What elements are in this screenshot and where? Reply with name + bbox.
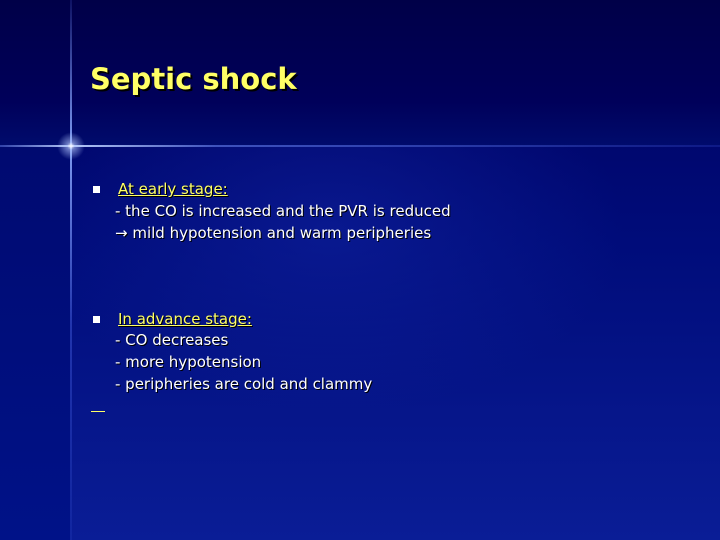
section-heading-advance-stage: In advance stage: xyxy=(118,310,252,328)
section-line: → mild hypotension and warm peripheries xyxy=(115,224,432,242)
slide-left-band xyxy=(0,145,70,540)
vertical-accent-line xyxy=(70,0,72,540)
section-line: - the CO is increased and the PVR is reduced xyxy=(115,202,451,220)
section-line: - more hypotension xyxy=(115,353,262,371)
section-line: - peripheries are cold and clammy xyxy=(115,375,373,393)
square-bullet-icon xyxy=(93,316,100,323)
section-heading-early-stage: At early stage: xyxy=(118,180,228,198)
horizontal-accent-line xyxy=(0,145,720,147)
star-sparkle-icon xyxy=(56,131,86,161)
square-bullet-icon xyxy=(93,186,100,193)
section-line: - CO decreases xyxy=(115,331,229,349)
slide-title: Septic shock xyxy=(90,62,297,96)
empty-bullet-placeholder xyxy=(91,411,105,412)
